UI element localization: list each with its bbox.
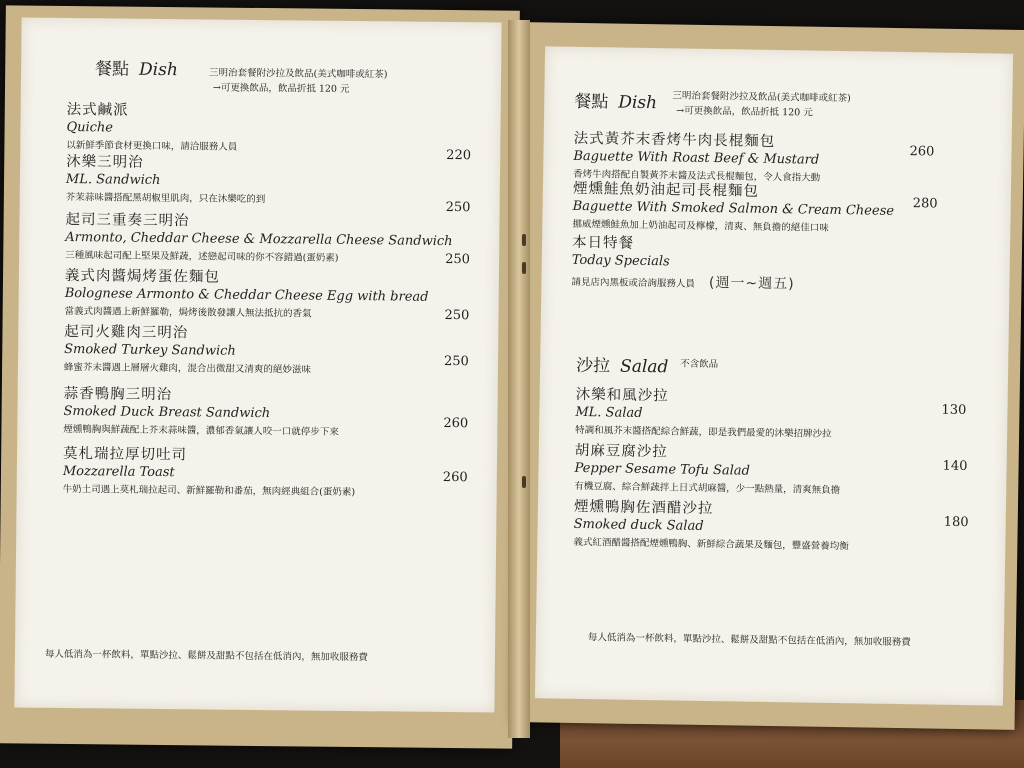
item-name-en: ML. Sandwich: [65, 171, 161, 188]
item-name-zh: 煙燻鴨胸佐酒醋沙拉: [573, 498, 714, 518]
item-price: 250: [443, 353, 469, 370]
item-description: 牛奶土司遇上莫札瑞拉起司、新鮮羅勒和番茄，無肉經典組合(蛋奶素): [62, 483, 356, 499]
menu-footer-note: 每人低消為一杯飲料，單點沙拉、鬆餅及甜點不包括在低消內，無加收服務費: [587, 632, 911, 649]
item-price: 220: [446, 147, 472, 164]
section-note-line: 三明治套餐附沙拉及飲品(美式咖啡或紅茶): [208, 67, 388, 81]
item-name-en: Baguette With Smoked Salmon & Cream Cheese: [572, 198, 895, 219]
menu-page-right: [535, 46, 1013, 705]
item-description: 香烤牛肉搭配自製黃芥末醬及法式長棍麵包，令人食指大動: [573, 168, 821, 184]
section-title-salad: [576, 351, 669, 377]
item-name-en: Smoked Turkey Sandwich: [64, 341, 236, 359]
item-description-text: 請見店內黑板或洽詢服務人員: [571, 276, 696, 290]
menu-item: [574, 439, 995, 499]
menu-item: [573, 495, 994, 555]
section-title-en: Salad: [619, 356, 669, 378]
item-name-zh: 法式鹹派: [66, 101, 129, 119]
binding-hole: [522, 234, 526, 246]
item-price: 250: [445, 199, 471, 216]
menu-footer-note: 每人低消為一杯飲料，單點沙拉、鬆餅及甜點不包括在低消內，無加收服務費: [44, 648, 369, 664]
item-name-en: Mozzarella Toast: [62, 463, 175, 481]
item-name-zh: 沐樂和風沙拉: [575, 386, 669, 405]
item-price: 260: [442, 469, 468, 486]
item-price: 130: [941, 402, 967, 419]
item-description: 有機豆腐、綜合鮮蔬拌上日式胡麻醬，少一點熱量，清爽無負擔: [574, 480, 841, 497]
item-name-zh: 煙燻鮭魚奶油起司長棍麵包: [572, 180, 760, 200]
item-description: 義式紅酒醋醬搭配煙燻鴨胸、新鮮綜合蔬果及麵包，豐盛營養均衡: [573, 536, 849, 553]
item-price: 140: [942, 458, 968, 475]
section-title-en: Dish: [138, 59, 178, 81]
section-note: 不含飲品: [680, 358, 719, 371]
item-name-zh: 沐樂三明治: [66, 153, 144, 171]
item-price: 180: [943, 514, 969, 531]
section-title-zh: 沙拉: [575, 355, 611, 377]
item-description: 以新鮮季節食材更換口味，請洽服務人員: [66, 139, 238, 153]
item-name-en: Baguette With Roast Beef & Mustard: [573, 148, 820, 168]
item-description: [571, 270, 991, 297]
item-name-zh: 起司火雞肉三明治: [64, 323, 189, 342]
item-description: 蜂蜜芥末醬遇上層層火雞肉，混合出微甜又清爽的絕妙滋味: [63, 361, 312, 376]
item-description: 煙燻鴨胸與鮮蔬配上芥末蒜味醬，濃郁香氣讓人咬一口就停步下來: [63, 423, 339, 438]
item-description: 當義式肉醬遇上新鮮羅勒，焗烤後散發讓人無法抵抗的香氣: [64, 305, 312, 320]
menu-item: [63, 442, 484, 499]
item-name-en: Smoked duck Salad: [573, 516, 704, 534]
menu-item: [64, 264, 485, 324]
item-price: 250: [445, 251, 471, 268]
item-description: 三種風味起司配上堅果及鮮蔬，述戀起司味的你不容錯過(蛋奶素): [65, 249, 339, 264]
section-note: [209, 65, 388, 97]
menu-item: [575, 383, 996, 443]
menu-item: [64, 320, 485, 377]
section-title-dish: [95, 54, 178, 80]
handwritten-note: (週一~週五): [708, 274, 795, 293]
menu-page-left: [14, 18, 501, 713]
menu-item: [63, 382, 484, 439]
item-price: 250: [444, 307, 470, 324]
section-note: [672, 88, 851, 121]
item-name-zh: 法式黃芥末香烤牛肉長棍麵包: [573, 130, 776, 150]
item-description: 挪威煙燻鮭魚加上奶油起司及檸檬，清爽、無負擔的絕佳口味: [572, 218, 829, 234]
item-name-en: Quiche: [66, 119, 114, 136]
section-title-zh: 餐點: [574, 91, 609, 113]
item-name-en: Smoked Duck Breast Sandwich: [63, 403, 271, 422]
item-name-en: Pepper Sesame Tofu Salad: [574, 460, 751, 479]
binding-hole: [522, 476, 526, 488]
item-name-zh: 胡麻豆腐沙拉: [574, 442, 668, 461]
item-name-en: Armonto, Cheddar Cheese & Mozzarella Cheese Sandwich: [65, 229, 453, 250]
menu-item: [572, 177, 993, 237]
item-name-en: Bolognese Armonto & Cheddar Cheese Egg with bread: [64, 285, 429, 305]
item-name-zh: 蒜香鴨胸三明治: [63, 385, 173, 404]
section-note-line: 三明治套餐附沙拉及飲品(美式咖啡或紅茶): [672, 90, 851, 105]
item-name-en: Today Specials: [571, 252, 670, 270]
binding-hole: [522, 262, 526, 274]
item-price: 260: [909, 144, 935, 160]
item-name-zh: 莫札瑞拉厚切吐司: [62, 445, 188, 464]
item-name-zh: 起司三重奏三明治: [65, 211, 190, 230]
menu-item: [571, 231, 992, 297]
section-title-zh: 餐點: [94, 59, 130, 80]
item-price: 280: [912, 196, 938, 212]
section-note-line: →可更換飲品，飲品折抵 120 元: [212, 82, 350, 95]
item-price: 260: [443, 415, 469, 432]
menu-spine: [508, 20, 530, 738]
item-name-en: ML. Salad: [575, 404, 643, 421]
item-description: 特調和風芥末醬搭配綜合鮮蔬，即是我們最愛的沐樂招牌沙拉: [575, 424, 832, 440]
item-name-zh: 義式肉醬焗烤蛋佐麵包: [64, 267, 220, 286]
section-title-dish: [574, 87, 657, 113]
item-description: 芥茉蒜味醬搭配黑胡椒里肌肉，只在沐樂吃的到: [65, 191, 266, 206]
section-note-line: →可更換飲品，飲品折抵 120 元: [676, 105, 813, 119]
menu-item: [65, 208, 486, 268]
menu-item: [65, 147, 487, 216]
item-name-zh: 本日特餐: [571, 234, 635, 252]
section-title-en: Dish: [618, 92, 658, 114]
